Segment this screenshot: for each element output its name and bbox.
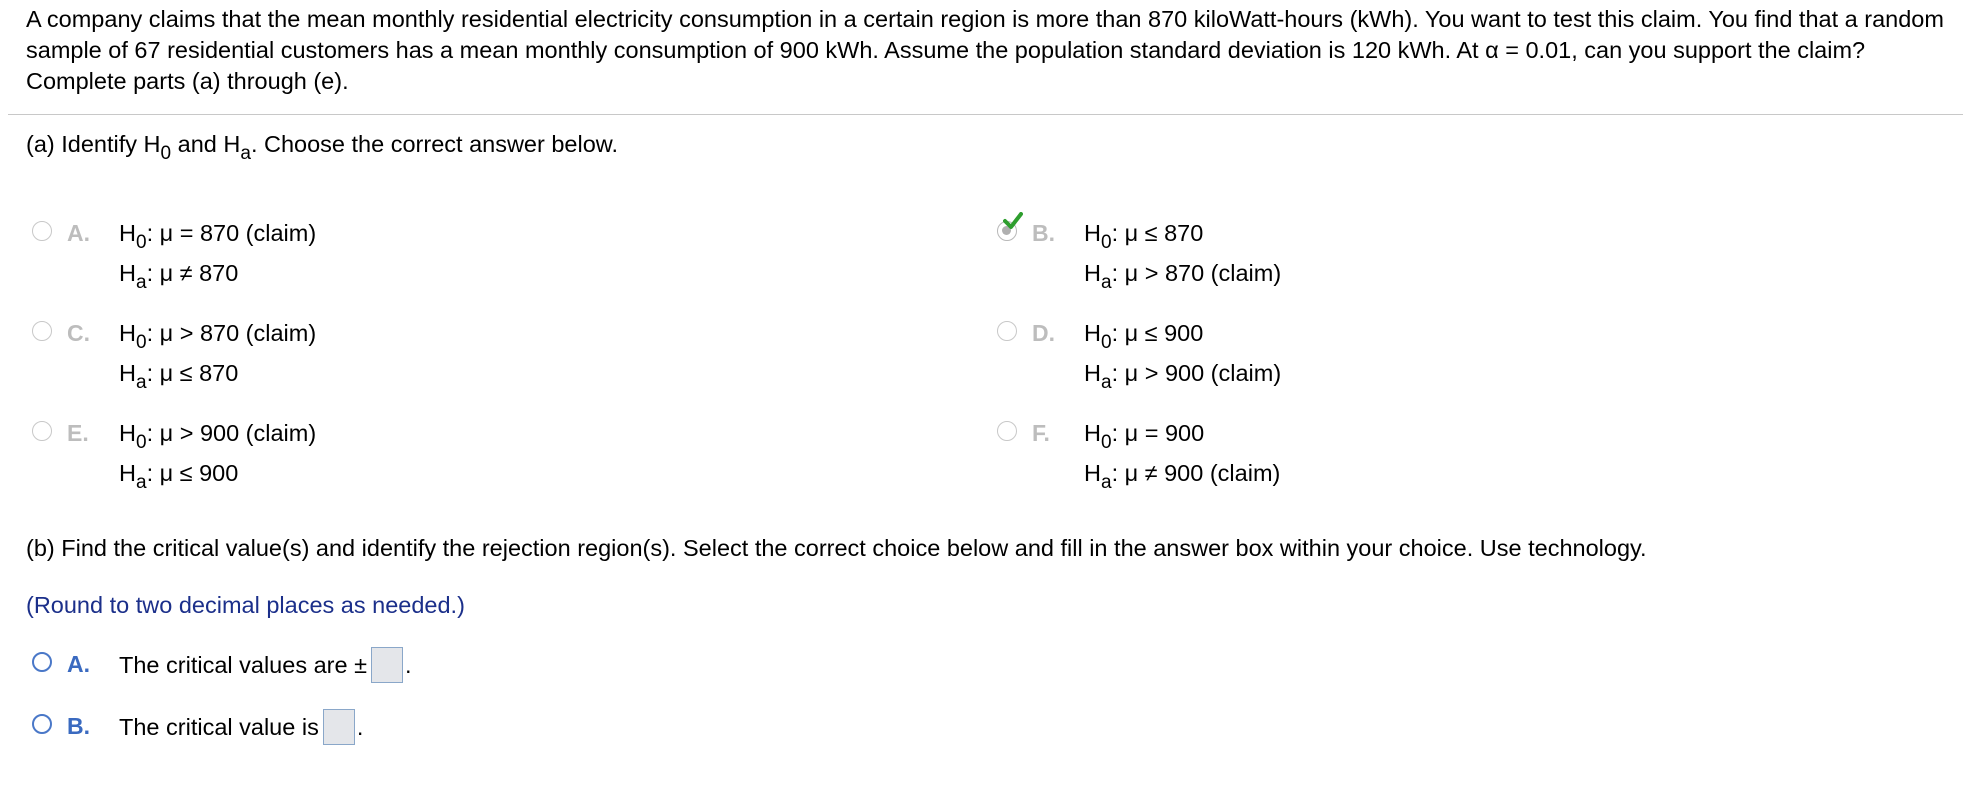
h0-sub: 0 <box>1100 432 1112 453</box>
choice-e-h0-text: : μ > 900 (claim) <box>146 420 317 446</box>
choice-e-ha-text: : μ ≤ 900 <box>146 460 239 486</box>
ha-symbol: H <box>119 260 136 286</box>
h0-symbol: H <box>1084 220 1101 246</box>
choice-a-ha-text: : μ ≠ 870 <box>146 260 239 286</box>
choice-a-h0 <box>119 218 316 258</box>
critical-values-input[interactable] <box>371 647 403 683</box>
h0-sub: 0 <box>135 332 147 353</box>
choice-d-ha <box>1084 358 1281 398</box>
ha-sub: a <box>1100 272 1112 293</box>
choice-letter-c: C. <box>67 320 90 346</box>
divider <box>8 114 1963 115</box>
question-text: A company claims that the mean monthly residential electricity consumption in a certain region is more than 870 kiloWatt-hours (kWh). You want to test this claim. You find that a random sample of 67 residential customers has a mean monthly consumption of 900 kWh. Assume the population standard deviation is 120 kWh. At α = 0.01, can you support the claim? Complete parts (a) through (e). <box>26 6 1944 94</box>
rounding-hint: (Round to two decimal places as needed.) <box>26 592 465 618</box>
ha-symbol: H <box>1084 360 1101 386</box>
choice-b-ha-text: : μ > 870 (claim) <box>1111 260 1282 286</box>
part-a-suffix: . Choose the correct answer below. <box>250 131 618 157</box>
choice-f-ha <box>1084 458 1280 498</box>
h0-sub: 0 <box>135 432 147 453</box>
part-a-mid: and H <box>171 131 241 157</box>
choice-f-h0 <box>1084 418 1204 458</box>
radio-d[interactable] <box>997 321 1017 341</box>
ha-sub: a <box>1100 472 1112 493</box>
h0-sub: 0 <box>1100 232 1112 253</box>
h0-symbol: H <box>1084 420 1101 446</box>
choice-f-ha-text: : μ ≠ 900 (claim) <box>1111 460 1281 486</box>
choice-f-h0-text: : μ = 900 <box>1111 420 1205 446</box>
h0-symbol: H <box>1084 320 1101 346</box>
choice-c-h0 <box>119 318 316 358</box>
choice-d[interactable] <box>997 318 1557 394</box>
checkmark-icon <box>1003 212 1023 230</box>
choice-e[interactable] <box>32 418 592 494</box>
radio-critical-a[interactable] <box>32 652 52 672</box>
radio-critical-b[interactable] <box>32 714 52 734</box>
ha-sub: a <box>1100 372 1112 393</box>
h0-symbol: H <box>119 320 136 346</box>
choice-b-h0-text: : μ ≤ 870 <box>1111 220 1204 246</box>
ha-sub: a <box>135 272 147 293</box>
radio-e[interactable] <box>32 421 52 441</box>
choice-a-h0-text: : μ = 870 (claim) <box>146 220 317 246</box>
choice-a-ha <box>119 258 238 298</box>
choice-c[interactable] <box>32 318 592 394</box>
choice-c-h0-text: : μ > 870 (claim) <box>146 320 317 346</box>
choice-c-ha <box>119 358 238 398</box>
critical-b-end: . <box>356 714 364 741</box>
ha-symbol: H <box>119 360 136 386</box>
h0-symbol: H <box>119 420 136 446</box>
critical-letter-b: B. <box>67 713 90 739</box>
ha-sub: a <box>135 372 147 393</box>
ha-symbol: H <box>119 460 136 486</box>
choice-letter-b: B. <box>1032 220 1055 246</box>
choice-f[interactable] <box>997 418 1557 494</box>
choice-e-h0 <box>119 418 316 458</box>
choice-d-h0-text: : μ ≤ 900 <box>1111 320 1204 346</box>
h0-symbol: H <box>119 220 136 246</box>
choice-c-ha-text: : μ ≤ 870 <box>146 360 239 386</box>
choice-b-h0 <box>1084 218 1203 258</box>
critical-a-text <box>119 649 412 685</box>
ha-symbol: H <box>1084 260 1101 286</box>
critical-a-end: . <box>405 652 412 679</box>
choice-a[interactable] <box>32 218 592 294</box>
choice-b[interactable] <box>997 218 1557 294</box>
choice-e-ha <box>119 458 238 498</box>
critical-b-label: The critical value is <box>119 714 319 741</box>
critical-a-label: The critical values are ± <box>119 652 367 679</box>
choice-letter-d: D. <box>1032 320 1055 346</box>
part-a-sub0: 0 <box>160 143 172 164</box>
h0-sub: 0 <box>1100 332 1112 353</box>
choice-letter-f: F. <box>1032 420 1050 446</box>
h0-sub: 0 <box>135 232 147 253</box>
part-b-title: (b) Find the critical value(s) and identify the rejection region(s). Select the correct choice below and fill in the answer box within your choice. Use technology. <box>26 535 1647 561</box>
choice-letter-a: A. <box>67 220 90 246</box>
choice-b-ha <box>1084 258 1281 298</box>
critical-letter-a: A. <box>67 651 90 677</box>
part-a-suba: a <box>240 143 251 164</box>
choice-d-ha-text: : μ > 900 (claim) <box>1111 360 1282 386</box>
part-a-title <box>26 129 618 169</box>
critical-value-input[interactable] <box>323 709 355 745</box>
ha-sub: a <box>135 472 147 493</box>
critical-choice-a[interactable] <box>32 649 592 689</box>
radio-c[interactable] <box>32 321 52 341</box>
part-a-prefix: (a) Identify H <box>26 131 161 157</box>
radio-a[interactable] <box>32 221 52 241</box>
radio-f[interactable] <box>997 421 1017 441</box>
ha-symbol: H <box>1084 460 1101 486</box>
critical-choice-b[interactable] <box>32 711 592 751</box>
choice-letter-e: E. <box>67 420 89 446</box>
critical-b-text <box>119 711 363 747</box>
choice-d-h0 <box>1084 318 1203 358</box>
